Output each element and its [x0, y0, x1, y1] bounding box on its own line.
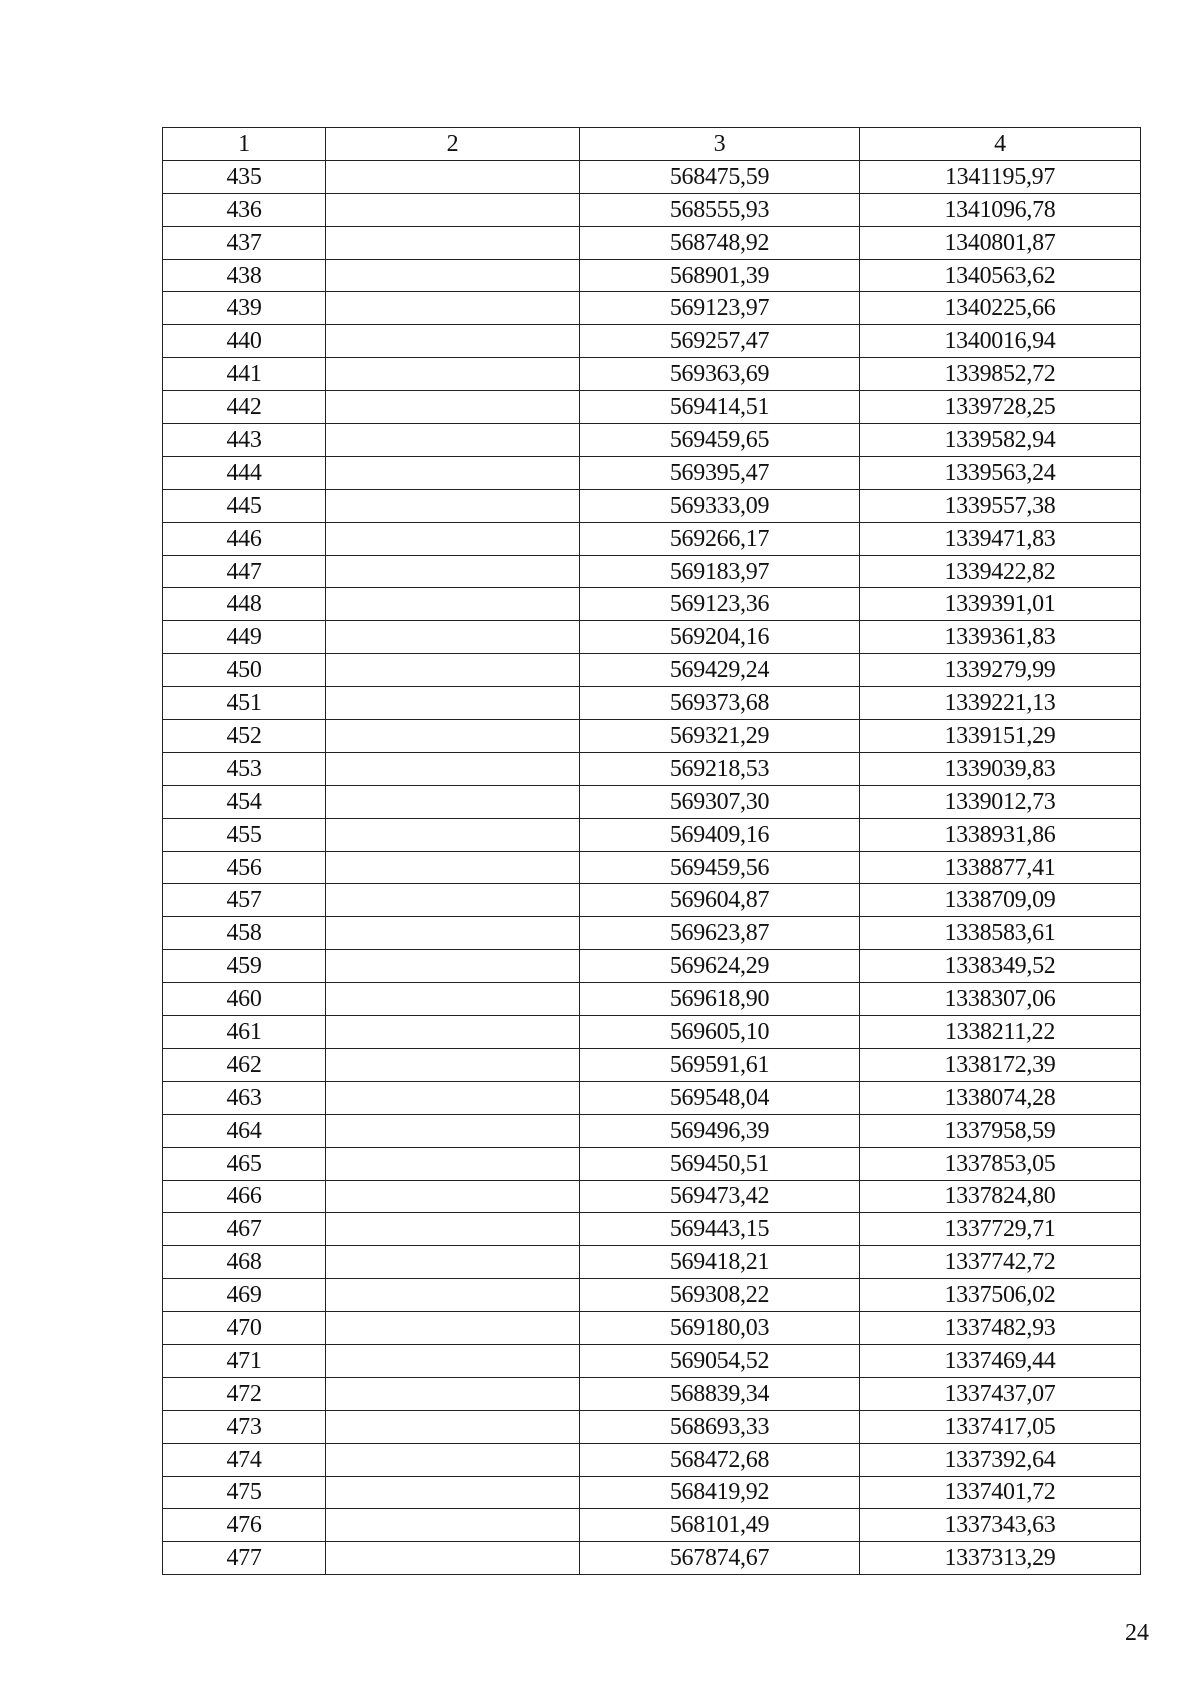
- point-number-cell: 442: [163, 391, 326, 424]
- y-coordinate-cell: 1339728,25: [860, 391, 1141, 424]
- point-number-cell: 450: [163, 654, 326, 687]
- x-coordinate-cell: 569459,56: [580, 851, 860, 884]
- point-number-cell: 445: [163, 489, 326, 522]
- y-coordinate-cell: 1337506,02: [860, 1279, 1141, 1312]
- column-header-2: 2: [326, 128, 580, 161]
- y-coordinate-cell: 1339012,73: [860, 785, 1141, 818]
- x-coordinate-cell: 569605,10: [580, 1016, 860, 1049]
- empty-cell: [326, 358, 580, 391]
- x-coordinate-cell: 569624,29: [580, 950, 860, 983]
- empty-cell: [326, 424, 580, 457]
- x-coordinate-cell: 569443,15: [580, 1213, 860, 1246]
- point-number-cell: 436: [163, 193, 326, 226]
- y-coordinate-cell: 1338307,06: [860, 983, 1141, 1016]
- empty-cell: [326, 1344, 580, 1377]
- y-coordinate-cell: 1339557,38: [860, 489, 1141, 522]
- table-row: [163, 1213, 1141, 1246]
- empty-cell: [326, 654, 580, 687]
- y-coordinate-cell: 1339852,72: [860, 358, 1141, 391]
- page-number: 24: [1125, 1620, 1149, 1646]
- y-coordinate-cell: 1339422,82: [860, 555, 1141, 588]
- table-row: [163, 818, 1141, 851]
- table-row: [163, 1246, 1141, 1279]
- x-coordinate-cell: 569473,42: [580, 1180, 860, 1213]
- empty-cell: [326, 1509, 580, 1542]
- y-coordinate-cell: 1339582,94: [860, 424, 1141, 457]
- table-row: [163, 489, 1141, 522]
- y-coordinate-cell: 1338877,41: [860, 851, 1141, 884]
- x-coordinate-cell: 568101,49: [580, 1509, 860, 1542]
- table-row: [163, 1048, 1141, 1081]
- x-coordinate-cell: 569409,16: [580, 818, 860, 851]
- y-coordinate-cell: 1337401,72: [860, 1476, 1141, 1509]
- table-body: [163, 160, 1141, 1574]
- table-row: [163, 1443, 1141, 1476]
- table-row: [163, 555, 1141, 588]
- table-row: [163, 1147, 1141, 1180]
- empty-cell: [326, 1147, 580, 1180]
- point-number-cell: 453: [163, 752, 326, 785]
- table-row: [163, 752, 1141, 785]
- y-coordinate-cell: 1339151,29: [860, 720, 1141, 753]
- empty-cell: [326, 687, 580, 720]
- empty-cell: [326, 720, 580, 753]
- table-row: [163, 1476, 1141, 1509]
- empty-cell: [326, 818, 580, 851]
- point-number-cell: 462: [163, 1048, 326, 1081]
- y-coordinate-cell: 1337313,29: [860, 1542, 1141, 1575]
- table-row: [163, 851, 1141, 884]
- point-number-cell: 466: [163, 1180, 326, 1213]
- y-coordinate-cell: 1338172,39: [860, 1048, 1141, 1081]
- table-row: [163, 1114, 1141, 1147]
- x-coordinate-cell: 568419,92: [580, 1476, 860, 1509]
- empty-cell: [326, 1312, 580, 1345]
- y-coordinate-cell: 1338931,86: [860, 818, 1141, 851]
- empty-cell: [326, 259, 580, 292]
- table-row: [163, 1542, 1141, 1575]
- table-row: [163, 1312, 1141, 1345]
- x-coordinate-cell: 569373,68: [580, 687, 860, 720]
- table-row: [163, 1180, 1141, 1213]
- x-coordinate-cell: 568693,33: [580, 1410, 860, 1443]
- y-coordinate-cell: 1339221,13: [860, 687, 1141, 720]
- x-coordinate-cell: 569308,22: [580, 1279, 860, 1312]
- x-coordinate-cell: 569180,03: [580, 1312, 860, 1345]
- y-coordinate-cell: 1337742,72: [860, 1246, 1141, 1279]
- point-number-cell: 473: [163, 1410, 326, 1443]
- point-number-cell: 443: [163, 424, 326, 457]
- empty-cell: [326, 292, 580, 325]
- x-coordinate-cell: 569333,09: [580, 489, 860, 522]
- empty-cell: [326, 193, 580, 226]
- point-number-cell: 460: [163, 983, 326, 1016]
- column-header-3: 3: [580, 128, 860, 161]
- empty-cell: [326, 752, 580, 785]
- point-number-cell: 452: [163, 720, 326, 753]
- x-coordinate-cell: 569429,24: [580, 654, 860, 687]
- table-row: [163, 588, 1141, 621]
- x-coordinate-cell: 569054,52: [580, 1344, 860, 1377]
- table-row: [163, 358, 1141, 391]
- empty-cell: [326, 391, 580, 424]
- empty-cell: [326, 851, 580, 884]
- table-row: [163, 391, 1141, 424]
- empty-cell: [326, 1542, 580, 1575]
- table-row: [163, 983, 1141, 1016]
- table-row: [163, 1410, 1141, 1443]
- empty-cell: [326, 1180, 580, 1213]
- table-row: [163, 325, 1141, 358]
- empty-cell: [326, 1279, 580, 1312]
- table-row: [163, 917, 1141, 950]
- y-coordinate-cell: 1340801,87: [860, 226, 1141, 259]
- table-header: [163, 128, 1141, 161]
- table-row: [163, 1509, 1141, 1542]
- y-coordinate-cell: 1338583,61: [860, 917, 1141, 950]
- table-row: [163, 1016, 1141, 1049]
- table-row: [163, 160, 1141, 193]
- table-row: [163, 424, 1141, 457]
- x-coordinate-cell: 569623,87: [580, 917, 860, 950]
- empty-cell: [326, 489, 580, 522]
- empty-cell: [326, 1081, 580, 1114]
- table-row: [163, 292, 1141, 325]
- point-number-cell: 474: [163, 1443, 326, 1476]
- x-coordinate-cell: 569418,21: [580, 1246, 860, 1279]
- x-coordinate-cell: 569363,69: [580, 358, 860, 391]
- y-coordinate-cell: 1337392,64: [860, 1443, 1141, 1476]
- point-number-cell: 477: [163, 1542, 326, 1575]
- point-number-cell: 476: [163, 1509, 326, 1542]
- empty-cell: [326, 785, 580, 818]
- y-coordinate-cell: 1340016,94: [860, 325, 1141, 358]
- table-row: [163, 226, 1141, 259]
- x-coordinate-cell: 569414,51: [580, 391, 860, 424]
- y-coordinate-cell: 1341096,78: [860, 193, 1141, 226]
- table-row: [163, 687, 1141, 720]
- column-header-4: 4: [860, 128, 1141, 161]
- point-number-cell: 449: [163, 621, 326, 654]
- table-row: [163, 259, 1141, 292]
- table-row: [163, 1081, 1141, 1114]
- x-coordinate-cell: 569218,53: [580, 752, 860, 785]
- x-coordinate-cell: 568839,34: [580, 1377, 860, 1410]
- empty-cell: [326, 588, 580, 621]
- empty-cell: [326, 522, 580, 555]
- empty-cell: [326, 325, 580, 358]
- point-number-cell: 464: [163, 1114, 326, 1147]
- table-row: [163, 456, 1141, 489]
- table-row: [163, 522, 1141, 555]
- x-coordinate-cell: 569591,61: [580, 1048, 860, 1081]
- x-coordinate-cell: 569266,17: [580, 522, 860, 555]
- empty-cell: [326, 1048, 580, 1081]
- empty-cell: [326, 1246, 580, 1279]
- x-coordinate-cell: 569123,97: [580, 292, 860, 325]
- point-number-cell: 455: [163, 818, 326, 851]
- point-number-cell: 463: [163, 1081, 326, 1114]
- empty-cell: [326, 1410, 580, 1443]
- y-coordinate-cell: 1340225,66: [860, 292, 1141, 325]
- y-coordinate-cell: 1337482,93: [860, 1312, 1141, 1345]
- x-coordinate-cell: 569618,90: [580, 983, 860, 1016]
- empty-cell: [326, 1443, 580, 1476]
- point-number-cell: 457: [163, 884, 326, 917]
- point-number-cell: 446: [163, 522, 326, 555]
- point-number-cell: 475: [163, 1476, 326, 1509]
- table-row: [163, 950, 1141, 983]
- x-coordinate-cell: 569548,04: [580, 1081, 860, 1114]
- point-number-cell: 467: [163, 1213, 326, 1246]
- point-number-cell: 444: [163, 456, 326, 489]
- point-number-cell: 465: [163, 1147, 326, 1180]
- x-coordinate-cell: 568475,59: [580, 160, 860, 193]
- x-coordinate-cell: 569257,47: [580, 325, 860, 358]
- point-number-cell: 454: [163, 785, 326, 818]
- table-row: [163, 654, 1141, 687]
- y-coordinate-cell: 1339471,83: [860, 522, 1141, 555]
- point-number-cell: 471: [163, 1344, 326, 1377]
- x-coordinate-cell: 568555,93: [580, 193, 860, 226]
- table-row: [163, 621, 1141, 654]
- x-coordinate-cell: 569450,51: [580, 1147, 860, 1180]
- empty-cell: [326, 1213, 580, 1246]
- empty-cell: [326, 983, 580, 1016]
- point-number-cell: 441: [163, 358, 326, 391]
- y-coordinate-cell: 1337437,07: [860, 1377, 1141, 1410]
- point-number-cell: 437: [163, 226, 326, 259]
- point-number-cell: 440: [163, 325, 326, 358]
- point-number-cell: 459: [163, 950, 326, 983]
- y-coordinate-cell: 1337343,63: [860, 1509, 1141, 1542]
- empty-cell: [326, 950, 580, 983]
- empty-cell: [326, 917, 580, 950]
- y-coordinate-cell: 1338074,28: [860, 1081, 1141, 1114]
- x-coordinate-cell: 569459,65: [580, 424, 860, 457]
- y-coordinate-cell: 1337469,44: [860, 1344, 1141, 1377]
- point-number-cell: 472: [163, 1377, 326, 1410]
- y-coordinate-cell: 1337853,05: [860, 1147, 1141, 1180]
- point-number-cell: 468: [163, 1246, 326, 1279]
- x-coordinate-cell: 569321,29: [580, 720, 860, 753]
- table-row: [163, 720, 1141, 753]
- y-coordinate-cell: 1339279,99: [860, 654, 1141, 687]
- point-number-cell: 470: [163, 1312, 326, 1345]
- y-coordinate-cell: 1338211,22: [860, 1016, 1141, 1049]
- y-coordinate-cell: 1341195,97: [860, 160, 1141, 193]
- y-coordinate-cell: 1339563,24: [860, 456, 1141, 489]
- table-row: [163, 1377, 1141, 1410]
- point-number-cell: 438: [163, 259, 326, 292]
- empty-cell: [326, 1016, 580, 1049]
- point-number-cell: 451: [163, 687, 326, 720]
- coordinates-table: [162, 127, 1141, 1575]
- empty-cell: [326, 226, 580, 259]
- point-number-cell: 458: [163, 917, 326, 950]
- y-coordinate-cell: 1337417,05: [860, 1410, 1141, 1443]
- empty-cell: [326, 160, 580, 193]
- empty-cell: [326, 1377, 580, 1410]
- x-coordinate-cell: 568748,92: [580, 226, 860, 259]
- y-coordinate-cell: 1339391,01: [860, 588, 1141, 621]
- y-coordinate-cell: 1340563,62: [860, 259, 1141, 292]
- empty-cell: [326, 1476, 580, 1509]
- x-coordinate-cell: 569604,87: [580, 884, 860, 917]
- empty-cell: [326, 555, 580, 588]
- y-coordinate-cell: 1338709,09: [860, 884, 1141, 917]
- y-coordinate-cell: 1339039,83: [860, 752, 1141, 785]
- table-row: [163, 884, 1141, 917]
- point-number-cell: 448: [163, 588, 326, 621]
- table-row: [163, 1344, 1141, 1377]
- y-coordinate-cell: 1337729,71: [860, 1213, 1141, 1246]
- x-coordinate-cell: 567874,67: [580, 1542, 860, 1575]
- empty-cell: [326, 621, 580, 654]
- x-coordinate-cell: 568472,68: [580, 1443, 860, 1476]
- table-row: [163, 1279, 1141, 1312]
- empty-cell: [326, 456, 580, 489]
- point-number-cell: 456: [163, 851, 326, 884]
- y-coordinate-cell: 1337958,59: [860, 1114, 1141, 1147]
- empty-cell: [326, 884, 580, 917]
- x-coordinate-cell: 569307,30: [580, 785, 860, 818]
- table-row: [163, 785, 1141, 818]
- point-number-cell: 439: [163, 292, 326, 325]
- header-row: [163, 128, 1141, 161]
- x-coordinate-cell: 569204,16: [580, 621, 860, 654]
- x-coordinate-cell: 569395,47: [580, 456, 860, 489]
- y-coordinate-cell: 1338349,52: [860, 950, 1141, 983]
- empty-cell: [326, 1114, 580, 1147]
- y-coordinate-cell: 1339361,83: [860, 621, 1141, 654]
- x-coordinate-cell: 569496,39: [580, 1114, 860, 1147]
- point-number-cell: 469: [163, 1279, 326, 1312]
- table-row: [163, 193, 1141, 226]
- point-number-cell: 435: [163, 160, 326, 193]
- point-number-cell: 461: [163, 1016, 326, 1049]
- point-number-cell: 447: [163, 555, 326, 588]
- y-coordinate-cell: 1337824,80: [860, 1180, 1141, 1213]
- x-coordinate-cell: 569123,36: [580, 588, 860, 621]
- column-header-1: 1: [163, 128, 326, 161]
- x-coordinate-cell: 568901,39: [580, 259, 860, 292]
- x-coordinate-cell: 569183,97: [580, 555, 860, 588]
